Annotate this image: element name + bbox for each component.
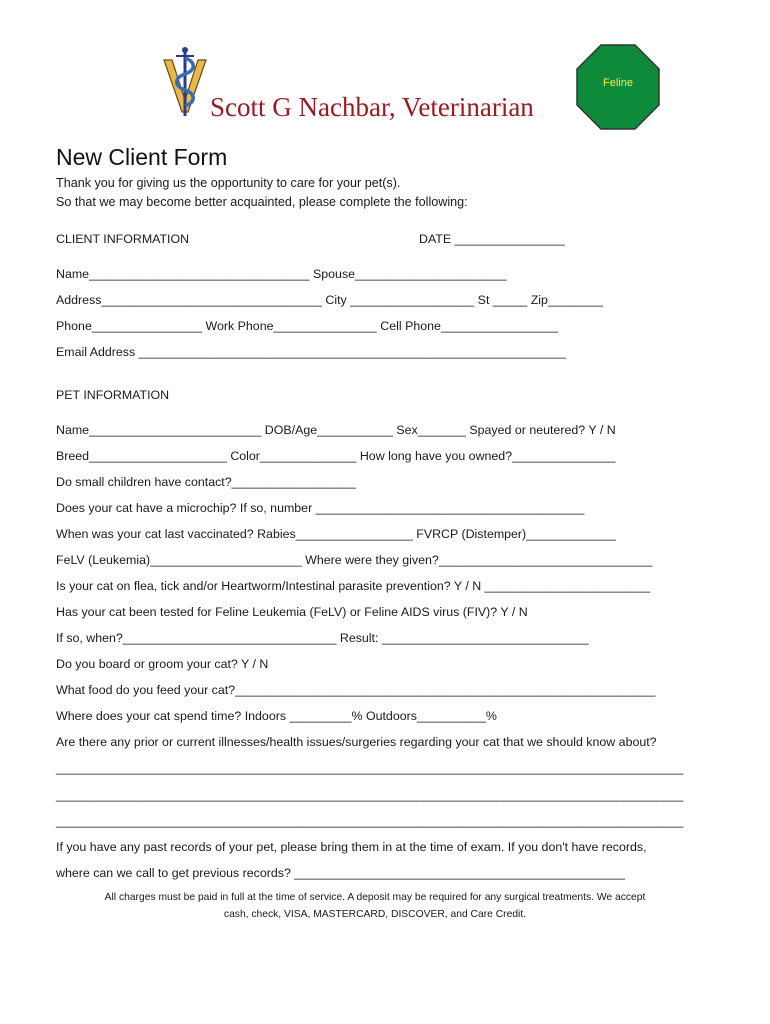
pet-children-line[interactable]: Do small children have contact?__________________ bbox=[56, 475, 356, 489]
records-contact-line[interactable]: where can we call to get previous records? ________________________________________________ bbox=[56, 866, 626, 880]
footer-line-2: cash, check, VISA, MASTERCARD, DISCOVER, and Care Credit. bbox=[223, 909, 527, 920]
pet-test-result-line[interactable]: If so, when?_______________________________ Result: ______________________________ bbox=[56, 631, 589, 645]
practice-name: Scott G Nachbar, Veterinarian bbox=[210, 92, 534, 122]
form-title: New Client Form bbox=[56, 144, 228, 170]
intro-line-1: Thank you for giving us the opportunity to care for your pet(s). bbox=[56, 176, 401, 190]
pet-tested-line[interactable]: Has your cat been tested for Feline Leukemia (FeLV) or Feline AIDS virus (FIV)? Y / N bbox=[56, 605, 528, 619]
client-name-spouse-line[interactable]: Name________________________________ Spouse______________________ bbox=[56, 267, 507, 281]
pet-illness-answer-line-3[interactable]: ______________________________________________________________________________________________ bbox=[56, 814, 684, 828]
pet-section-heading: PET INFORMATION bbox=[56, 388, 170, 402]
pet-vaccination-line[interactable]: When was your cat last vaccinated? Rabies_________________ FVRCP (Distemper)_____________ bbox=[56, 527, 616, 541]
intro-line-2: So that we may become better acquainted, please complete the following: bbox=[56, 195, 468, 209]
pet-board-groom-line[interactable]: Do you board or groom your cat? Y / N bbox=[56, 657, 269, 671]
pet-prevention-line[interactable]: Is your cat on flea, tick and/or Heartworm/Intestinal parasite prevention? Y / N ________________________ bbox=[56, 579, 650, 593]
pet-time-spent-line[interactable]: Where does your cat spend time? Indoors _________% Outdoors__________% bbox=[56, 709, 497, 723]
pet-breed-line[interactable]: Breed____________________ Color______________ How long have you owned?_______________ bbox=[56, 449, 616, 463]
pet-food-line[interactable]: What food do you feed your cat?_____________________________________________________________ bbox=[56, 683, 656, 697]
client-section-heading: CLIENT INFORMATION bbox=[56, 232, 190, 246]
client-address-line[interactable]: Address________________________________ City __________________ St _____ Zip________ bbox=[56, 293, 604, 307]
date-field[interactable]: DATE ________________ bbox=[419, 232, 565, 246]
client-email-line[interactable]: Email Address ______________________________________________________________ bbox=[56, 345, 566, 359]
pet-microchip-line[interactable]: Does your cat have a microchip? If so, number _______________________________________ bbox=[56, 501, 585, 515]
pet-felv-line[interactable]: FeLV (Leukemia)______________________ Where were they given?_______________________________ bbox=[56, 553, 653, 567]
pet-illness-answer-line-2[interactable]: ______________________________________________________________________________________________ bbox=[56, 788, 684, 802]
records-note: If you have any past records of your pet, please bring them in at the time of exam. If you don't have records, bbox=[56, 840, 647, 854]
footer-line-1: All charges must be paid in full at the time of service. A deposit may be required for any surgical treatments. We accept bbox=[104, 892, 646, 903]
client-phone-line[interactable]: Phone________________ Work Phone_______________ Cell Phone_________________ bbox=[56, 319, 559, 333]
caduceus-v-icon bbox=[160, 46, 210, 118]
pet-name-line[interactable]: Name_________________________ DOB/Age___________ Sex_______ Spayed or neutered? Y / N bbox=[56, 423, 616, 437]
badge-label: Feline bbox=[603, 77, 633, 89]
pet-illness-answer-line-1[interactable]: ______________________________________________________________________________________________ bbox=[56, 761, 684, 775]
pet-illness-question: Are there any prior or current illnesses/health issues/surgeries regarding your cat that we should know about? bbox=[56, 735, 657, 749]
